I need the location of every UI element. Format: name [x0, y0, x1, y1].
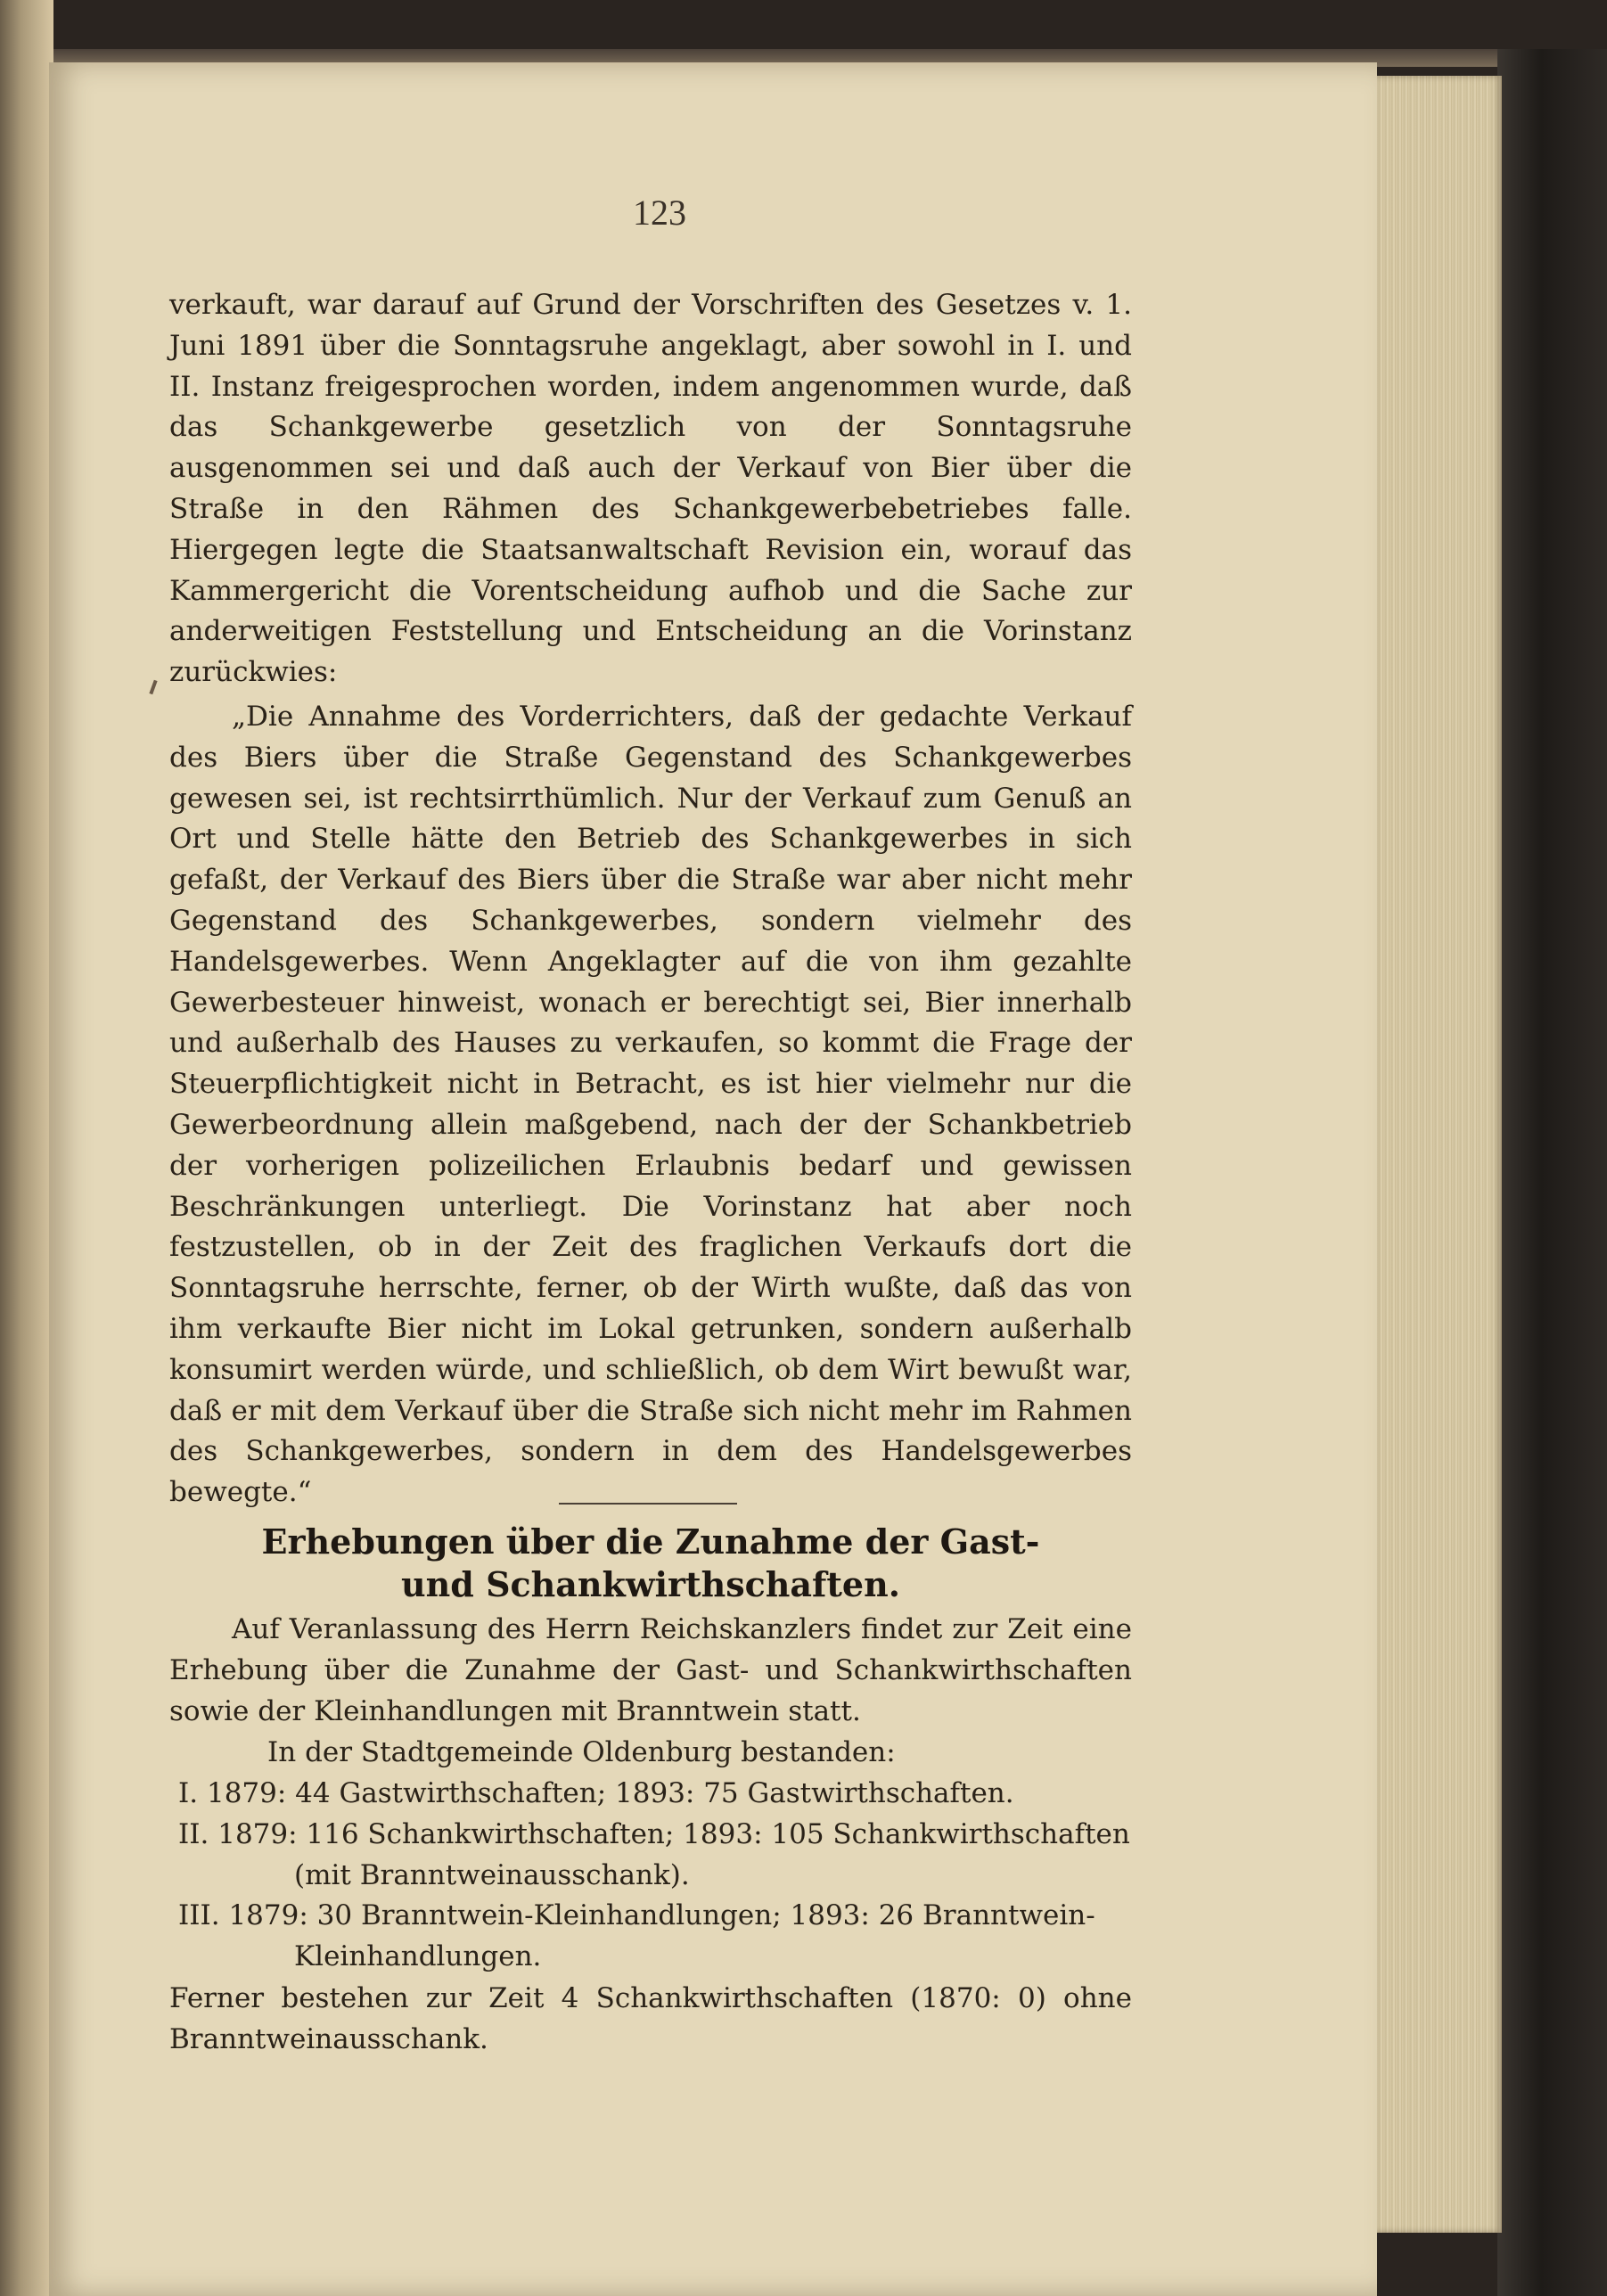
- list-item-text: 1879: 44 Gastwirthschaften; 1893: 75 Gastwirthschaften.: [206, 1777, 1014, 1809]
- page-number: 123: [633, 193, 686, 233]
- paragraph-verkauft: verkauft, war darauf auf Grund der Vorschriften des Gesetzes v. 1. Juni 1891 über die Sonntagsruhe angeklagt, aber sowohl in I. und II. Instanz freigesprochen worden, indem angenommen wurde, daß das Schankgewerbe gesetzlich von der Sonntagsruhe ausgenommen sei und daß auch der Verkauf von Bier über die Straße in den Rähmen des Schankgewerbebetriebes falle. Hiergegen legte die Staatsanwaltschaft Revision ein, worauf das Kammergericht die Vorentscheidung aufhob und die Sache zur anderweitigen Feststellung und Entscheidung an die Vorinstanz zurückwies:: [169, 289, 1132, 689]
- list-item: [152, 1774, 1141, 1815]
- list-item: [152, 1815, 1141, 1897]
- paragraph-stadtgemeinde: In der Stadtgemeinde Oldenburg bestanden:: [267, 1736, 896, 1768]
- book-cover-right: [1497, 49, 1607, 2296]
- list-item-number: I.: [178, 1777, 199, 1809]
- heading-line-1: Erhebungen über die Zunahme der Gast-: [261, 1521, 1040, 1562]
- list-item: [152, 1896, 1141, 1978]
- section-heading: [169, 1521, 1132, 1606]
- section-divider: [559, 1503, 737, 1505]
- paragraph-ferner: Ferner bestehen zur Zeit 4 Schankwirthschaften (1870: 0) ohne Branntweinausschank.: [169, 1982, 1132, 2055]
- list-item-text: 1879: 30 Branntwein-Kleinhandlungen; 1893: 26 Branntwein-Kleinhandlungen.: [228, 1899, 1095, 1973]
- paragraph-intro: Auf Veranlassung des Herrn Reichskanzlers findet zur Zeit eine Erhebung über die Zunahme der Gast- und Schankwirthschaften sowie der Kleinhandlungen mit Branntwein statt.: [169, 1613, 1132, 1727]
- heading-line-2: und Schankwirthschaften.: [401, 1564, 900, 1604]
- paragraph-quote: „Die Annahme des Vorderrichters, daß der gedachte Verkauf des Biers über die Straße Gegenstand des Schankgewerbes gewesen sei, ist rechtsirrthümlich. Nur der Verkauf zum Genuß an Ort und Stelle hätte den Betrieb des Schankgewerbes in sich gefaßt, der Verkauf des Biers über die Straße war aber nicht mehr Gegenstand des Schankgewerbes, sondern vielmehr des Handelsgewerbes. Wenn Angeklagter auf die von ihm gezahlte Gewerbesteuer hinweist, wonach er berechtigt sei, Bier innerhalb und außerhalb des Hauses zu verkaufen, so kommt die Frage der Steuerpflichtigkeit nicht in Betracht, es ist hier vielmehr nur die Gewerbeordnung allein maßgebend, nach der der Schankbetrieb der vorherigen polizeilichen Erlaubnis bedarf und gewissen Beschränkungen unterliegt. Die Vorinstanz hat aber noch festzustellen, ob in der Zeit des fraglichen Verkaufs dort die Sonntagsruhe herrschte, ferner, ob der Wirth wußte, daß das von ihm verkaufte Bier nicht im Lokal getrunken, sondern außerhalb konsumirt werden würde, und schließlich, ob dem Wirt bewußt war, daß er mit dem Verkauf über die Straße sich nicht mehr im Rahmen des Schankgewerbes, sondern in dem des Handelsgewerbes bewegte.“: [169, 701, 1132, 1509]
- page-edges: [1377, 76, 1502, 2233]
- statistics-list: [152, 1774, 1141, 1978]
- list-item-number: II.: [178, 1817, 209, 1850]
- list-item-text: 1879: 116 Schankwirthschaften; 1893: 105 Schankwirthschaften (mit Branntweinausschank).: [217, 1817, 1130, 1891]
- book-binding-left: [0, 0, 53, 2296]
- list-item-number: III.: [178, 1899, 220, 1932]
